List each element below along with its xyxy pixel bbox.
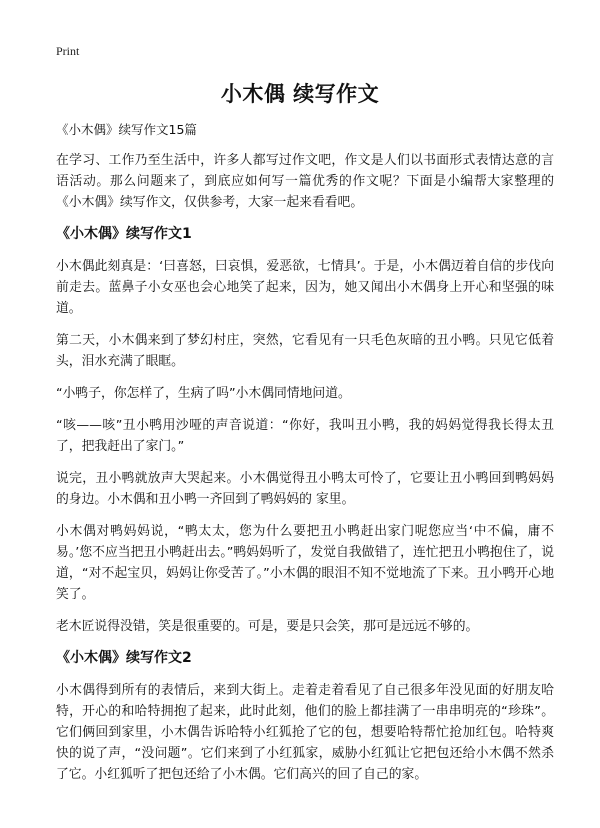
section-1-paragraph-1: 小木偶此刻真是：‘曰喜怒，曰哀惧，爱恶欲，七情具’。于是，小木偶迈着自信的步伐向前走去。蓝鼻子小女巫也会心地笑了起来，因为，她又闻出小木偶身上开心和坚强的味道。 <box>56 259 554 316</box>
section-1-paragraph-6: 小木偶对鸭妈妈说，“鸭太太，您为什么要把丑小鸭赶出家门呢您应当‘中不偏，庸不易。’您不应当把丑小鸭赶出去。”鸭妈妈听了，发觉自我做错了，连忙把丑小鸭抱住了，说道，“对不起宝贝，妈妈让你受苦了。”小木偶的眼泪不知不觉地流了下来。丑小鸭开心地笑了。 <box>56 524 554 602</box>
page-title: 小木偶 续写作文 <box>220 82 380 106</box>
section-1-paragraph-4: “咳——咳”丑小鸭用沙哑的声音说道：“你好，我叫丑小鸭，我的妈妈觉得我长得太丑了，把我赶出了家门。” <box>56 418 554 454</box>
article-body <box>56 120 554 796</box>
section-1-paragraph-5: 说完，丑小鸭就放声大哭起来。小木偶觉得丑小鸭太可怜了，它要让丑小鸭回到鸭妈妈的身边。小木偶和丑小鸭一齐回到了鸭妈妈的 家里。 <box>56 471 554 507</box>
intro-paragraph: 在学习、工作乃至生活中，许多人都写过作文吧，作文是人们以书面形式表情达意的言语活动。那么问题来了，到底应如何写一篇优秀的作文呢？下面是小编帮大家整理的《小木偶》续写作文，仅供参考，大家一起来看看吧。 <box>56 153 554 210</box>
section-2-paragraph-1: 小木偶得到所有的表情后，来到大街上。走着走着看见了自己很多年没见面的好朋友哈特，开心的和哈特拥抱了起来，此时此刻，他们的脸上都挂满了一串串明亮的“珍珠”。它们俩回到家里，小木偶告诉哈特小红狐抢了它的包，想要哈特帮忙抢加红包。哈特爽快的说了声，“没问题”。它们来到了小红狐家，威胁小红狐让它把包还给小木偶不然杀了它。小红狐听了把包还给了小木偶。它们高兴的回了自己的家。 <box>56 683 554 782</box>
section-1-paragraph-7: 老木匠说得没错，笑是很重要的。可是，要是只会笑，那可是远远不够的。 <box>56 619 479 634</box>
print-link[interactable]: Print <box>56 44 80 58</box>
section-heading-2: 《小木偶》续写作文2 <box>56 650 192 666</box>
section-heading-1: 《小木偶》续写作文1 <box>56 226 192 242</box>
section-1-paragraph-3: “小鸭子，你怎样了，生病了吗”小木偶同情地问道。 <box>56 386 351 401</box>
section-1-paragraph-2: 第二天，小木偶来到了梦幻村庄，突然，它看见有一只毛色灰暗的丑小鸭。只见它低着头，泪水充满了眼眶。 <box>56 333 554 369</box>
article-subtitle: 《小木偶》续写作文15篇 <box>56 122 197 137</box>
